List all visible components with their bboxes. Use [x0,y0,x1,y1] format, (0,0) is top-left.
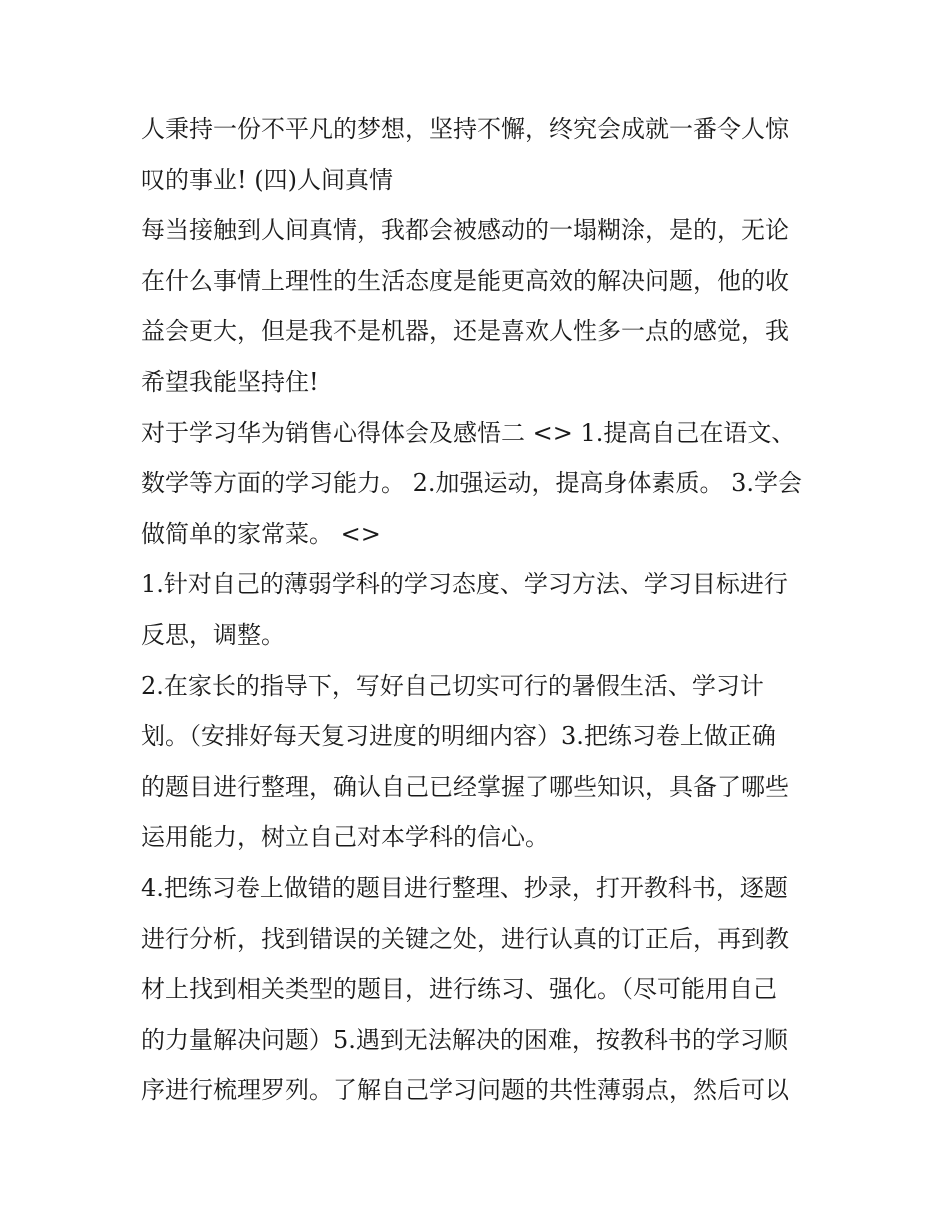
text-line: 序进行梳理罗列。了解自己学习问题的共性薄弱点，然后可以 [141,1076,789,1105]
text-line: 2.在家长的指导下，写好自己切实可行的暑假生活、学习计 [141,671,764,700]
text-line: 希望我能坚持住! [141,367,319,396]
text-line: 进行分析，找到错误的关键之处，进行认真的订正后，再到教 [141,924,789,953]
text-line: 益会更大，但是我不是机器，还是喜欢人性多一点的感觉，我 [141,317,789,346]
text-line: 的力量解决问题）5.遇到无法解决的困难，按教科书的学习顺 [141,1025,788,1054]
text-line: 叹的事业! (四)人间真情 [141,165,393,194]
text-line: 在什么事情上理性的生活态度是能更高效的解决问题，他的收 [141,266,789,295]
text-line: 1.针对自己的薄弱学科的学习态度、学习方法、学习目标进行 [141,570,788,599]
text-line: 4.把练习卷上做错的题目进行整理、抄录，打开教科书，逐题 [141,873,788,902]
text-line: 的题目进行整理，确认自己已经掌握了哪些知识，具备了哪些 [141,772,789,801]
text-line: 材上找到相关类型的题目，进行练习、强化。（尽可能用自己 [141,975,777,1004]
text-line: 做简单的家常菜。 <> [141,519,381,548]
text-line: 运用能力，树立自己对本学科的信心。 [141,823,549,852]
text-line: 划。（安排好每天复习进度的明细内容）3.把练习卷上做正确 [141,722,776,751]
text-line: 数学等方面的学习能力。 2.加强运动，提高身体素质。 3.学会 [141,469,803,498]
text-line: 人秉持一份不平凡的梦想，坚持不懈，终究会成就一番令人惊 [141,115,789,143]
text-line: 反思，调整。 [141,620,285,649]
text-line: 对于学习华为销售心得体会及感悟二 <> 1.提高自己在语文、 [141,418,796,447]
body-text [141,104,821,1116]
text-line: 每当接触到人间真情，我都会被感动的一塌糊涂，是的，无论 [141,216,789,245]
